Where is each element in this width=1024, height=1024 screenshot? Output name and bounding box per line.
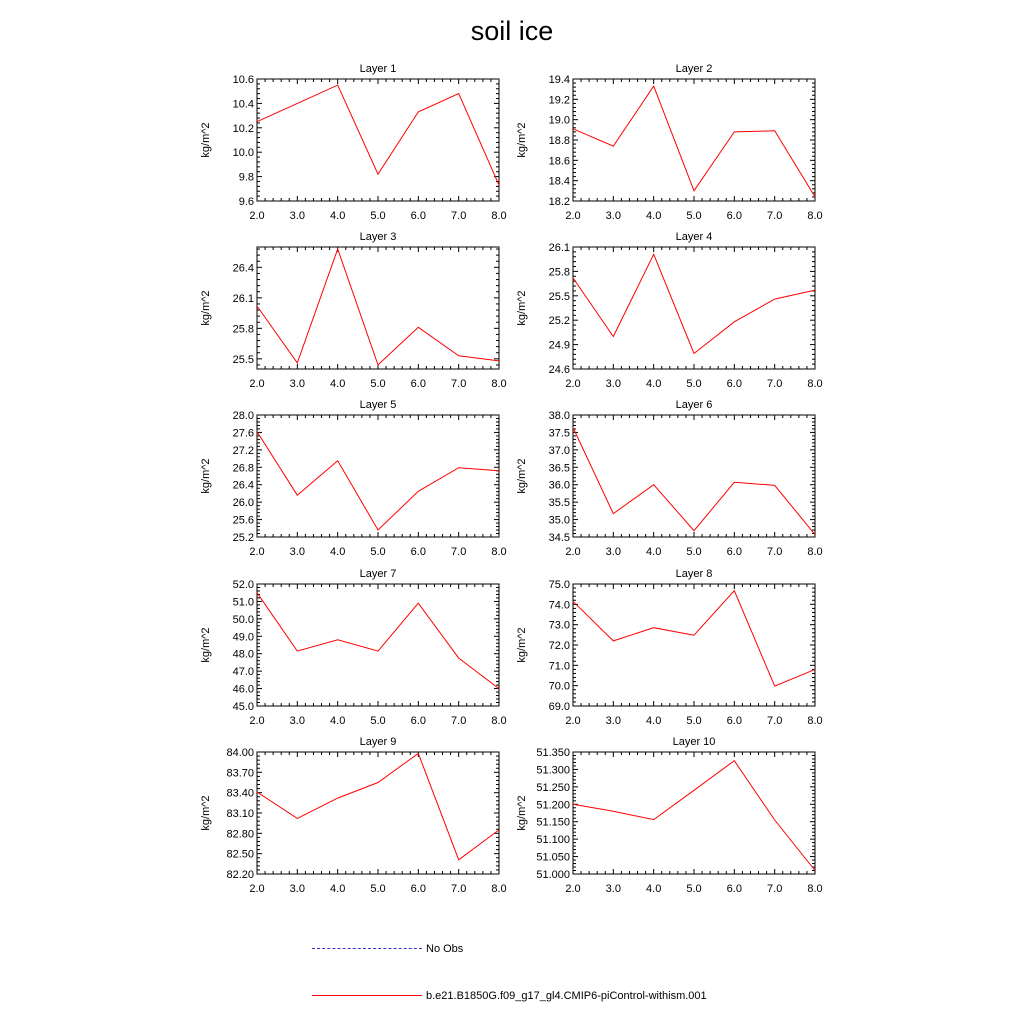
y-tick-label: 25.2: [548, 315, 570, 328]
y-tick-label: 52.0: [232, 579, 254, 591]
x-tick-label: 5.0: [686, 883, 702, 895]
y-tick-label: 9.8: [238, 171, 254, 184]
plot-frame: [257, 79, 499, 201]
y-tick-label: 26.1: [232, 292, 254, 305]
x-tick-label: 6.0: [726, 210, 742, 222]
x-tick-label: 2.0: [249, 210, 265, 222]
chart-panel-6: [516, 399, 823, 558]
x-tick-label: 4.0: [330, 378, 346, 390]
x-tick-label: 2.0: [565, 883, 581, 895]
y-axis-label: kg/m^2: [516, 627, 528, 663]
y-tick-label: 10.0: [232, 147, 254, 160]
legend-swatch-dashed: [312, 948, 422, 949]
x-tick-label: 8.0: [491, 210, 507, 222]
y-axis-label: kg/m^2: [200, 795, 212, 831]
y-axis-label: kg/m^2: [200, 458, 212, 494]
y-tick-label: 51.200: [536, 799, 570, 812]
y-tick-label: 75.0: [548, 579, 570, 591]
x-tick-label: 3.0: [289, 210, 305, 222]
x-tick-label: 8.0: [491, 883, 507, 895]
chart-panel-2: [516, 63, 823, 222]
x-tick-label: 2.0: [249, 715, 265, 727]
x-tick-label: 3.0: [289, 546, 305, 558]
plot-frame: [573, 247, 815, 369]
y-tick-label: 71.0: [548, 660, 570, 673]
panel-title: Layer 2: [675, 63, 713, 75]
y-tick-label: 51.100: [536, 834, 570, 847]
x-tick-label: 6.0: [410, 715, 426, 727]
x-tick-label: 4.0: [330, 715, 346, 727]
x-tick-label: 7.0: [767, 546, 783, 558]
x-tick-label: 2.0: [249, 883, 265, 895]
chart-panel-7: [200, 568, 507, 727]
x-tick-label: 5.0: [686, 210, 702, 222]
x-tick-label: 3.0: [289, 378, 305, 390]
chart-panel-4: [516, 231, 823, 390]
y-tick-label: 51.150: [536, 816, 570, 829]
x-tick-label: 4.0: [330, 546, 346, 558]
x-tick-label: 6.0: [726, 546, 742, 558]
y-tick-label: 26.1: [548, 242, 570, 254]
y-tick-label: 74.0: [548, 599, 570, 612]
y-tick-label: 37.0: [548, 444, 570, 457]
panel-title: Layer 7: [359, 568, 397, 580]
x-tick-label: 4.0: [646, 715, 662, 727]
chart-panel-3: [200, 231, 507, 390]
x-tick-label: 2.0: [565, 210, 581, 222]
y-tick-label: 51.000: [536, 869, 570, 881]
panel-title: Layer 8: [675, 568, 713, 580]
y-tick-label: 51.350: [536, 747, 570, 759]
y-tick-label: 51.0: [232, 596, 254, 609]
x-tick-label: 4.0: [330, 883, 346, 895]
y-axis-label: kg/m^2: [516, 795, 528, 831]
x-tick-label: 3.0: [605, 546, 621, 558]
y-tick-label: 25.5: [232, 353, 254, 366]
plot-frame: [257, 247, 499, 369]
legend-label: No Obs: [426, 943, 464, 955]
y-tick-label: 51.300: [536, 764, 570, 777]
x-tick-label: 4.0: [646, 210, 662, 222]
x-tick-label: 4.0: [646, 378, 662, 390]
chart-panel-9: [200, 736, 507, 895]
y-tick-label: 25.5: [548, 290, 570, 303]
y-tick-label: 18.6: [548, 155, 570, 168]
y-tick-label: 48.0: [232, 648, 254, 661]
y-tick-label: 70.0: [548, 680, 570, 693]
x-tick-label: 4.0: [646, 546, 662, 558]
panel-title: Layer 10: [672, 736, 716, 748]
y-axis-label: kg/m^2: [516, 290, 528, 326]
x-tick-label: 6.0: [410, 546, 426, 558]
x-tick-label: 2.0: [249, 378, 265, 390]
y-tick-label: 51.250: [536, 781, 570, 794]
x-tick-label: 7.0: [451, 883, 467, 895]
y-tick-label: 34.5: [548, 532, 570, 544]
y-tick-label: 82.50: [226, 848, 254, 861]
panel-title: Layer 4: [675, 231, 713, 243]
x-tick-label: 7.0: [451, 210, 467, 222]
y-tick-label: 19.0: [548, 114, 570, 127]
x-tick-label: 4.0: [646, 883, 662, 895]
y-tick-label: 19.2: [548, 94, 570, 107]
y-tick-label: 27.2: [232, 444, 254, 457]
y-tick-label: 10.4: [232, 98, 254, 111]
y-axis-label: kg/m^2: [516, 458, 528, 494]
x-tick-label: 7.0: [767, 378, 783, 390]
y-tick-label: 83.40: [226, 787, 254, 800]
series-line: [257, 85, 499, 185]
y-tick-label: 51.050: [536, 851, 570, 864]
panel-title: Layer 6: [675, 399, 713, 411]
x-tick-label: 8.0: [807, 546, 823, 558]
x-tick-label: 5.0: [686, 546, 702, 558]
y-tick-label: 49.0: [232, 631, 254, 644]
series-line: [257, 753, 499, 859]
y-tick-label: 83.10: [226, 808, 254, 820]
y-tick-label: 36.5: [548, 462, 570, 475]
y-axis-label: kg/m^2: [516, 122, 528, 158]
series-line: [257, 593, 499, 689]
x-tick-label: 3.0: [289, 715, 305, 727]
y-tick-label: 18.4: [548, 175, 570, 188]
panel-title: Layer 9: [359, 736, 397, 748]
plot-frame: [257, 415, 499, 537]
x-tick-label: 5.0: [370, 210, 386, 222]
x-tick-label: 8.0: [491, 546, 507, 558]
y-tick-label: 28.0: [232, 410, 254, 422]
y-tick-label: 83.70: [226, 767, 254, 780]
x-tick-label: 7.0: [451, 546, 467, 558]
x-tick-label: 3.0: [289, 883, 305, 895]
series-line: [257, 432, 499, 530]
y-tick-label: 18.8: [548, 135, 570, 147]
y-axis-label: kg/m^2: [200, 627, 212, 663]
x-tick-label: 3.0: [605, 210, 621, 222]
x-tick-label: 7.0: [451, 715, 467, 727]
x-tick-label: 2.0: [249, 546, 265, 558]
x-tick-label: 7.0: [767, 210, 783, 222]
x-tick-label: 2.0: [565, 546, 581, 558]
series-line: [573, 591, 815, 686]
x-tick-label: 5.0: [686, 378, 702, 390]
y-tick-label: 24.6: [548, 364, 570, 376]
y-axis-label: kg/m^2: [200, 122, 212, 158]
y-tick-label: 35.5: [548, 497, 570, 510]
x-tick-label: 7.0: [451, 378, 467, 390]
x-tick-label: 6.0: [726, 883, 742, 895]
y-tick-label: 19.4: [548, 74, 570, 86]
x-tick-label: 6.0: [410, 883, 426, 895]
y-tick-label: 35.0: [548, 514, 570, 527]
x-tick-label: 5.0: [370, 715, 386, 727]
plot-frame: [257, 752, 499, 874]
plot-frame: [573, 584, 815, 706]
plot-frame: [573, 752, 815, 874]
series-line: [573, 86, 815, 197]
x-tick-label: 3.0: [605, 378, 621, 390]
y-tick-label: 38.0: [548, 410, 570, 422]
y-tick-label: 24.9: [548, 339, 570, 352]
panel-title: Layer 1: [359, 63, 397, 75]
y-tick-label: 72.0: [548, 640, 570, 652]
y-tick-label: 73.0: [548, 619, 570, 632]
x-tick-label: 3.0: [605, 715, 621, 727]
y-tick-label: 82.80: [226, 828, 254, 841]
legend-swatch-solid: [312, 995, 422, 996]
y-tick-label: 36.0: [548, 479, 570, 492]
series-line: [257, 249, 499, 365]
y-tick-label: 45.0: [232, 701, 254, 713]
chart-panel-5: [200, 399, 507, 558]
y-tick-label: 26.4: [232, 262, 254, 275]
y-tick-label: 18.2: [548, 196, 570, 208]
y-tick-label: 47.0: [232, 666, 254, 679]
x-tick-label: 7.0: [767, 883, 783, 895]
y-tick-label: 46.0: [232, 683, 254, 696]
y-tick-label: 69.0: [548, 701, 570, 713]
x-tick-label: 6.0: [410, 210, 426, 222]
y-tick-label: 25.6: [232, 514, 254, 527]
x-tick-label: 5.0: [370, 883, 386, 895]
chart-panel-10: [516, 736, 823, 895]
y-tick-label: 82.20: [226, 869, 254, 881]
y-tick-label: 10.6: [232, 74, 254, 86]
x-tick-label: 5.0: [370, 378, 386, 390]
y-tick-label: 10.2: [232, 122, 254, 135]
y-tick-label: 50.0: [232, 613, 254, 626]
plot-frame: [573, 79, 815, 201]
chart-panel-1: [200, 63, 507, 222]
x-tick-label: 6.0: [726, 378, 742, 390]
y-tick-label: 26.0: [232, 497, 254, 510]
series-line: [573, 761, 815, 871]
y-tick-label: 25.8: [232, 323, 254, 336]
panel-title: Layer 5: [359, 399, 397, 411]
x-tick-label: 8.0: [807, 210, 823, 222]
y-tick-label: 37.5: [548, 427, 570, 440]
y-tick-label: 25.2: [232, 532, 254, 544]
y-tick-label: 26.8: [232, 462, 254, 475]
x-tick-label: 8.0: [807, 715, 823, 727]
figure-title: soil ice: [470, 16, 554, 46]
x-tick-label: 8.0: [491, 715, 507, 727]
x-tick-label: 8.0: [807, 883, 823, 895]
y-tick-label: 27.6: [232, 427, 254, 440]
panel-title: Layer 3: [359, 231, 397, 243]
x-tick-label: 4.0: [330, 210, 346, 222]
series-line: [573, 254, 815, 353]
y-tick-label: 9.6: [238, 196, 254, 208]
y-tick-label: 84.00: [226, 747, 254, 759]
x-tick-label: 2.0: [565, 378, 581, 390]
x-tick-label: 5.0: [686, 715, 702, 727]
plot-frame: [573, 415, 815, 537]
y-axis-label: kg/m^2: [200, 290, 212, 326]
x-tick-label: 7.0: [767, 715, 783, 727]
x-tick-label: 6.0: [726, 715, 742, 727]
x-tick-label: 8.0: [491, 378, 507, 390]
y-tick-label: 25.8: [548, 266, 570, 279]
series-line: [573, 428, 815, 535]
x-tick-label: 2.0: [565, 715, 581, 727]
x-tick-label: 3.0: [605, 883, 621, 895]
chart-panel-8: [516, 568, 823, 727]
x-tick-label: 8.0: [807, 378, 823, 390]
legend-label: b.e21.B1850G.f09_g17_gl4.CMIP6-piControl-withism.001: [426, 990, 707, 1002]
x-tick-label: 5.0: [370, 546, 386, 558]
x-tick-label: 6.0: [410, 378, 426, 390]
y-tick-label: 26.4: [232, 479, 254, 492]
